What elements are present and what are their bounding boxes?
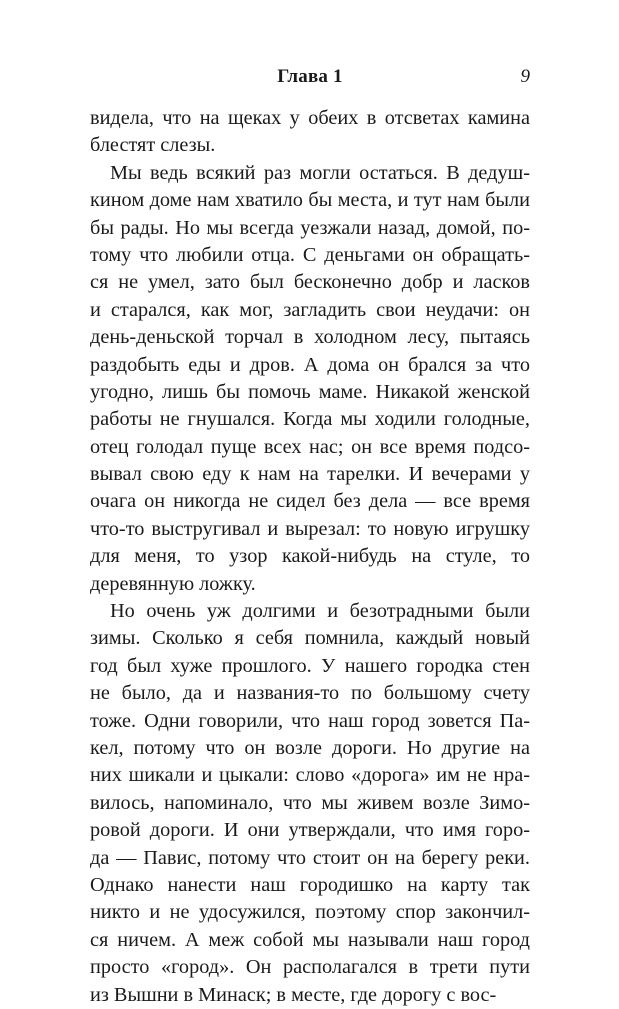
text-line: просто «город». Он располагался в трети пути <box>90 956 530 979</box>
text-line: день-деньской торчал в холодном лесу, пытаясь <box>90 326 530 349</box>
text-line: блестят слезы. <box>90 134 216 157</box>
text-line: ся ничем. А меж собой мы называли наш город <box>90 928 530 951</box>
text-line: тоже. Одни говорили, что наш город зовется Па- <box>90 709 530 732</box>
text-line: тому что любили отца. С деньгами он обращать- <box>90 243 530 266</box>
text-line: работы не гнушался. Когда мы ходили голодные, <box>90 408 530 431</box>
text-line: для меня, то узор какой-нибудь на стуле, то <box>90 545 530 568</box>
text-line: раздобыть еды и дров. А дома он брался за что <box>90 353 530 376</box>
text-line: Но очень уж долгими и безотрадными были <box>110 600 530 623</box>
text-line: очага он никогда не сидел без дела — все время <box>90 490 530 513</box>
text-line: Однако нанести наш городишко на карту так <box>90 873 530 896</box>
page-number: 9 <box>520 66 530 87</box>
text-line: год был хуже прошлого. У нашего городка стен <box>90 654 530 677</box>
text-line: вывал свою еду к нам на тарелки. И вечерами у <box>90 463 530 486</box>
paragraph <box>90 598 530 1009</box>
text-line: что-то выстругивал и вырезал: то новую игрушку <box>90 517 530 540</box>
text-line: бы рады. Но мы всегда уезжали назад, домой, по- <box>90 216 530 239</box>
text-line: никто и не удосужился, поэтому спор закончил- <box>90 901 530 924</box>
text-line: вилось, напоминало, что мы живем возле Зимо- <box>90 791 530 814</box>
text-line: кином доме нам хватило бы места, и тут нам были <box>90 189 530 212</box>
text-line: и старался, как мог, загладить свои неудачи: он <box>90 298 530 321</box>
text-line: Мы ведь всякий раз могли остаться. В дедуш- <box>110 161 530 184</box>
text-line: угодно, лишь бы помочь маме. Никакой женской <box>90 380 530 403</box>
text-line: деревянную ложку. <box>90 572 256 595</box>
text-line: ся не умел, зато был бесконечно добр и ласков <box>90 271 530 294</box>
chapter-title: Глава 1 <box>277 66 343 87</box>
text-line: отец голодал пуще всех нас; он все время подсо- <box>90 435 530 458</box>
text-line: них шикали и цыкали: слово «дорога» им не нра- <box>90 764 530 787</box>
running-header <box>90 66 530 96</box>
paragraph <box>90 160 530 598</box>
text-line: не было, да и названия-то по большому счету <box>90 682 530 705</box>
text-line: зимы. Сколько я себя помнила, каждый новый <box>90 627 530 650</box>
text-line: да — Павис, потому что стоит он на берегу реки. <box>90 846 530 869</box>
body-text <box>90 105 530 1009</box>
text-line: ровой дороги. И они утверждали, что имя горо- <box>90 819 530 842</box>
paragraph <box>90 105 530 160</box>
text-line: из Вышни в Минаск; в месте, где дорогу с вос- <box>90 983 497 1006</box>
text-line: видела, что на щеках у обеих в отсветах камина <box>90 107 530 129</box>
text-line: кел, потому что он возле дороги. Но другие на <box>90 736 530 759</box>
